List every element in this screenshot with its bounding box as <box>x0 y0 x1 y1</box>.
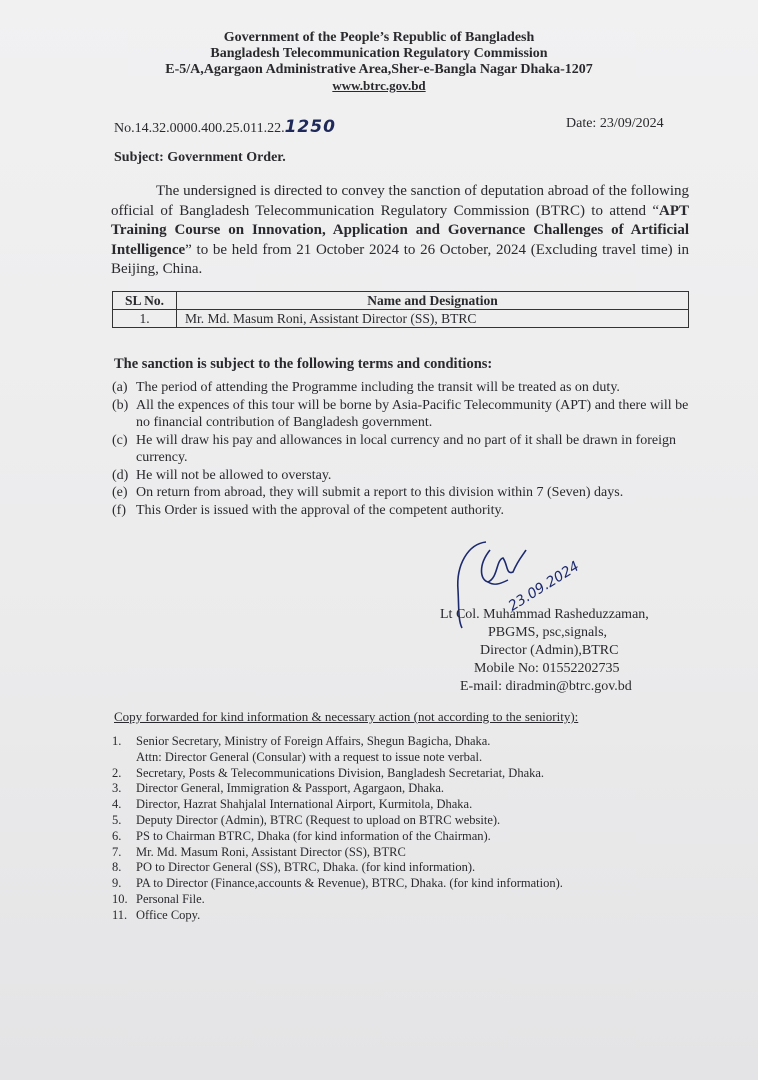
term-item: (a) The period of attending the Programme including the transit will be treated as on duty. <box>112 380 620 395</box>
reference-number <box>114 117 336 137</box>
list-item: 11. Office Copy. <box>112 907 201 922</box>
copy-forwarded-heading: Copy forwarded for kind information & necessary action (not according to the seniority): <box>114 709 579 724</box>
signatory-designation: Director (Admin),BTRC <box>480 643 619 658</box>
list-item: 9. PA to Director (Finance,accounts & Revenue), BTRC, Dhaka. (for kind information). <box>112 876 563 891</box>
header-website: www.btrc.gov.bd <box>332 78 426 93</box>
list-item: 3. Director General, Immigration & Passport, Agargaon, Dhaka. <box>112 781 445 796</box>
signatory-email: E-mail: diradmin@btrc.gov.bd <box>460 679 632 694</box>
term-item: (f) This Order is issued with the approval of the competent authority. <box>112 502 505 518</box>
list-item: 5. Deputy Director (Admin), BTRC (Request to upload on BTRC website). <box>112 812 501 827</box>
list-item: 6. PS to Chairman BTRC, Dhaka (for kind information of the Chairman). <box>112 828 491 843</box>
table-header-row <box>113 292 689 310</box>
list-item: 10. Personal File. <box>112 891 205 906</box>
header-address: E-5/A,Agargaon Administrative Area,Sher-e-Bangla Nagar Dhaka-1207 <box>165 62 593 77</box>
course-title: APT Training Course on Innovation, Application and Governance Challenges of Artificial Intelligence <box>111 202 689 258</box>
body-paragraph <box>111 182 689 280</box>
term-item: (b) All the expences of this tour will be borne by Asia-Pacific Telecommunity (APT) and there will be no financial contribution of Bangladesh government. <box>112 397 689 430</box>
signature-block <box>440 606 649 696</box>
term-item: (c) He will draw his pay and allowances in local currency and no part of it shall be drawn in foreign currency. <box>112 432 676 465</box>
terms-title: The sanction is subject to the following terms and conditions: <box>114 356 493 372</box>
terms-list <box>112 379 697 519</box>
col-sl-header: SL No. <box>113 292 177 310</box>
term-item: (d) He will not be allowed to overstay. <box>112 467 332 483</box>
list-item: 4. Director, Hazrat Shahjalal International Airport, Kurmitola, Dhaka. <box>112 797 473 812</box>
document-date: Date: 23/09/2024 <box>566 116 664 131</box>
body-part1: The undersigned is directed to convey the sanction of deputation abroad of the following official of Bangladesh Telecommunication Regulatory Commission (BTRC) to attend “ <box>111 183 689 219</box>
copy-list <box>112 734 712 924</box>
header-commission: Bangladesh Telecommunication Regulatory Commission <box>210 46 548 61</box>
signatory-name: Lt Col. Muhammad Rasheduzzaman, <box>440 607 649 622</box>
list-item: 8. PO to Director General (SS), BTRC, Dhaka. (for kind information). <box>112 860 476 875</box>
header-government: Government of the People’s Republic of Bangladesh <box>223 30 535 45</box>
term-item: (e) On return from abroad, they will submit a report to this division within 7 (Seven) days. <box>112 485 624 500</box>
body-part2: ” to be held from 21 October 2024 to 26 October, 2024 (Excluding travel time) in Beijing, China. <box>111 241 689 277</box>
list-item: 2. Secretary, Posts & Telecommunications Division, Bangladesh Secretariat, Dhaka. <box>112 765 545 780</box>
list-item: 1. Senior Secretary, Ministry of Foreign Affairs, Shegun Bagicha, Dhaka. <box>112 734 491 748</box>
table-row <box>113 310 689 328</box>
subject-line: Subject: Government Order. <box>114 150 286 165</box>
list-item: 7. Mr. Md. Masum Roni, Assistant Director (SS), BTRC <box>112 844 406 859</box>
col-name-header: Name and Designation <box>177 292 689 310</box>
official-table <box>112 291 689 328</box>
list-item: Attn: Director General (Consular) with a request to issue note verbal. <box>136 749 483 764</box>
row-name: Mr. Md. Masum Roni, Assistant Director (SS), BTRC <box>177 310 689 328</box>
signatory-mobile: Mobile No: 01552202735 <box>474 661 620 676</box>
reference-prefix: No.14.32.0000.400.25.011.22. <box>114 121 285 136</box>
signature-date-text: 23.09.2024 <box>505 558 583 615</box>
signatory-credentials: PBGMS, psc,signals, <box>488 625 608 640</box>
reference-handwritten-number: 1250 <box>284 117 336 137</box>
row-sl: 1. <box>113 310 177 328</box>
